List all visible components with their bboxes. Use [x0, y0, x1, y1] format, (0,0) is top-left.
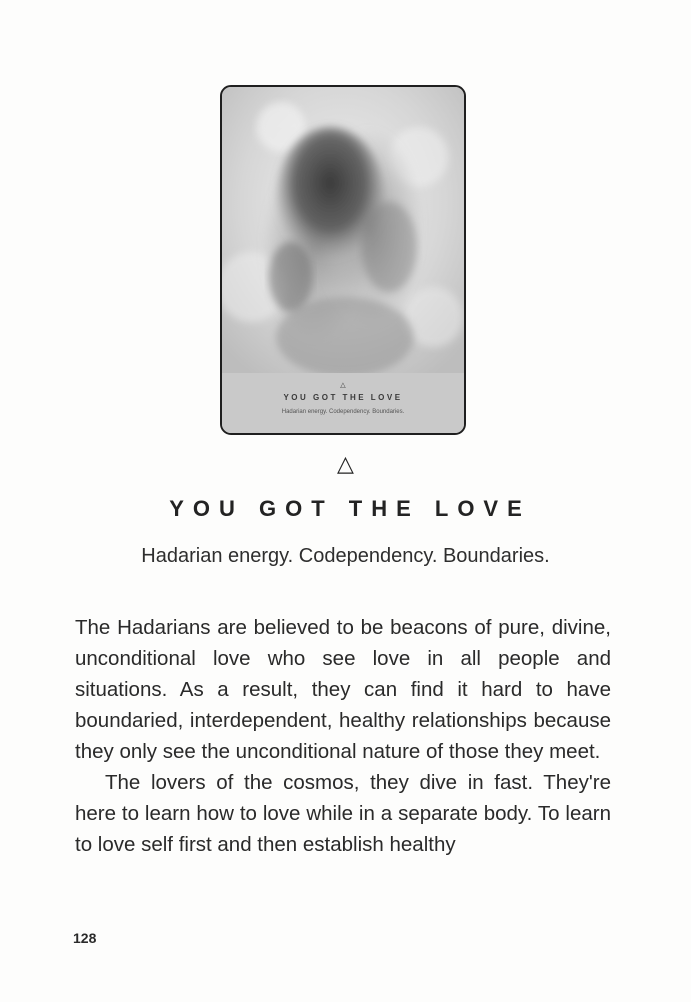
- section-subtitle: Hadarian energy. Codependency. Boundaries.: [141, 545, 550, 567]
- body-text: [75, 612, 611, 860]
- oracle-card-image: [220, 85, 466, 435]
- section-title: YOU GOT THE LOVE: [169, 496, 531, 521]
- paragraph: The lovers of the cosmos, they dive in fast. They're here to learn how to love while in a separate body. To learn to love self first and then establish healthy: [75, 771, 611, 856]
- page-number: 128: [73, 930, 97, 946]
- paragraph: The Hadarians are believed to be beacons of pure, divine, unconditional love who see love in all people and situations. As a result, they can find it hard to have boundaried, interdependent, healthy relationships because they only see the unconditional nature of those they meet.: [75, 616, 611, 763]
- card-caption: [222, 373, 464, 433]
- card-subtitle: Hadarian energy. Codependency. Boundaries.: [281, 409, 405, 415]
- card-title: YOU GOT THE LOVE: [283, 393, 403, 402]
- card-triangle-icon: △: [340, 382, 346, 389]
- triangle-icon: △: [337, 451, 354, 476]
- card-artwork: [222, 87, 464, 377]
